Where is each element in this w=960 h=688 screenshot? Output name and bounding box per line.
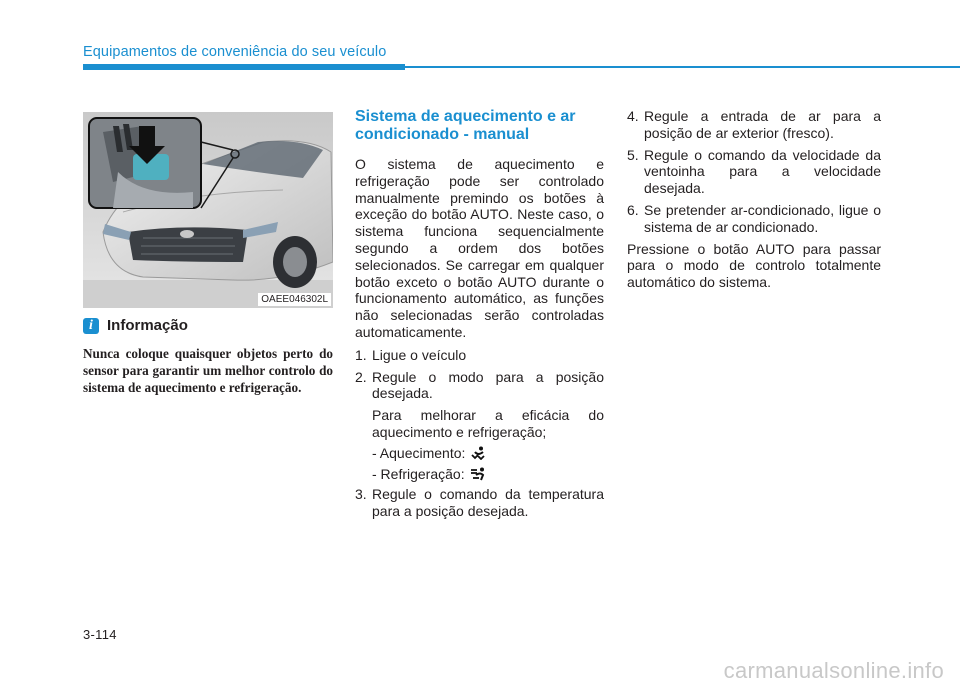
section-header: Equipamentos de conveniência do seu veículo bbox=[83, 44, 387, 60]
info-title: Informação bbox=[107, 317, 188, 334]
step-text: Regule o comando da velocidade da ventoinha para a velocidade desejada. bbox=[644, 146, 881, 197]
column-right bbox=[627, 108, 881, 297]
cooling-label: - Refrigeração: bbox=[372, 465, 465, 482]
list-item bbox=[355, 486, 604, 520]
step-number: 6. bbox=[627, 201, 639, 218]
section-title: Sistema de aquecimento e ar condicionado - manual bbox=[355, 108, 576, 143]
info-heading bbox=[83, 317, 188, 334]
heating-mode-line bbox=[372, 445, 604, 462]
watermark: carmanualsonline.info bbox=[723, 658, 944, 683]
closing-paragraph: Pressione o botão AUTO para passar para o modo de controlo totalmente automático do sistema. bbox=[627, 240, 881, 291]
step-text: Regule o modo para a posição desejada. bbox=[372, 368, 604, 402]
list-item bbox=[355, 369, 604, 403]
figure-caption: OAEE046302L bbox=[258, 293, 331, 306]
heating-label: - Aquecimento: bbox=[372, 444, 466, 461]
step-text: Ligue o veículo bbox=[372, 346, 467, 363]
info-icon: i bbox=[83, 318, 99, 334]
face-vent-icon bbox=[471, 467, 486, 481]
page-number: 3-114 bbox=[83, 627, 117, 642]
header-bar bbox=[83, 64, 405, 70]
list-item bbox=[627, 108, 881, 142]
step-number: 4. bbox=[627, 108, 639, 124]
cooling-mode-line bbox=[372, 466, 604, 483]
step-number: 3. bbox=[355, 486, 367, 503]
step-text: Se pretender ar-condicionado, ligue o sistema de ar condicionado. bbox=[644, 201, 881, 235]
step-note: Para melhorar a eficácia do aquecimento e refrigeração; bbox=[372, 407, 604, 440]
list-item bbox=[627, 147, 881, 197]
step-text: Regule a entrada de ar para a posição de ar exterior (fresco). bbox=[644, 108, 881, 141]
header-rule bbox=[405, 66, 960, 68]
list-item bbox=[627, 202, 881, 236]
step-number: 2. bbox=[355, 368, 367, 385]
step-text: Regule o comando da temperatura para a posição desejada. bbox=[372, 486, 604, 520]
car-illustration-icon bbox=[83, 112, 333, 308]
step-number: 5. bbox=[627, 146, 639, 163]
car-sensor-illustration bbox=[83, 112, 333, 308]
list-item bbox=[355, 347, 604, 364]
step-number: 1. bbox=[355, 346, 367, 363]
floor-vent-icon bbox=[471, 446, 485, 460]
info-text: Nunca coloque quaisquer objetos perto do sensor para garantir um melhor controlo do sistema de aquecimento e refrigeração. bbox=[83, 346, 333, 395]
intro-paragraph: O sistema de aquecimento e refrigeração pode ser controlado manualmente premindo os botões à exceção do botão AUTO. Neste caso, o sistema funciona sequencialmente segundo a ordem dos botões selecionados. Se carregar em qualquer botão exceto o botão AUTO durante o funcionamento automático, as funções não selecionadas serão controladas automaticamente. bbox=[355, 156, 604, 340]
column-middle bbox=[355, 108, 604, 525]
